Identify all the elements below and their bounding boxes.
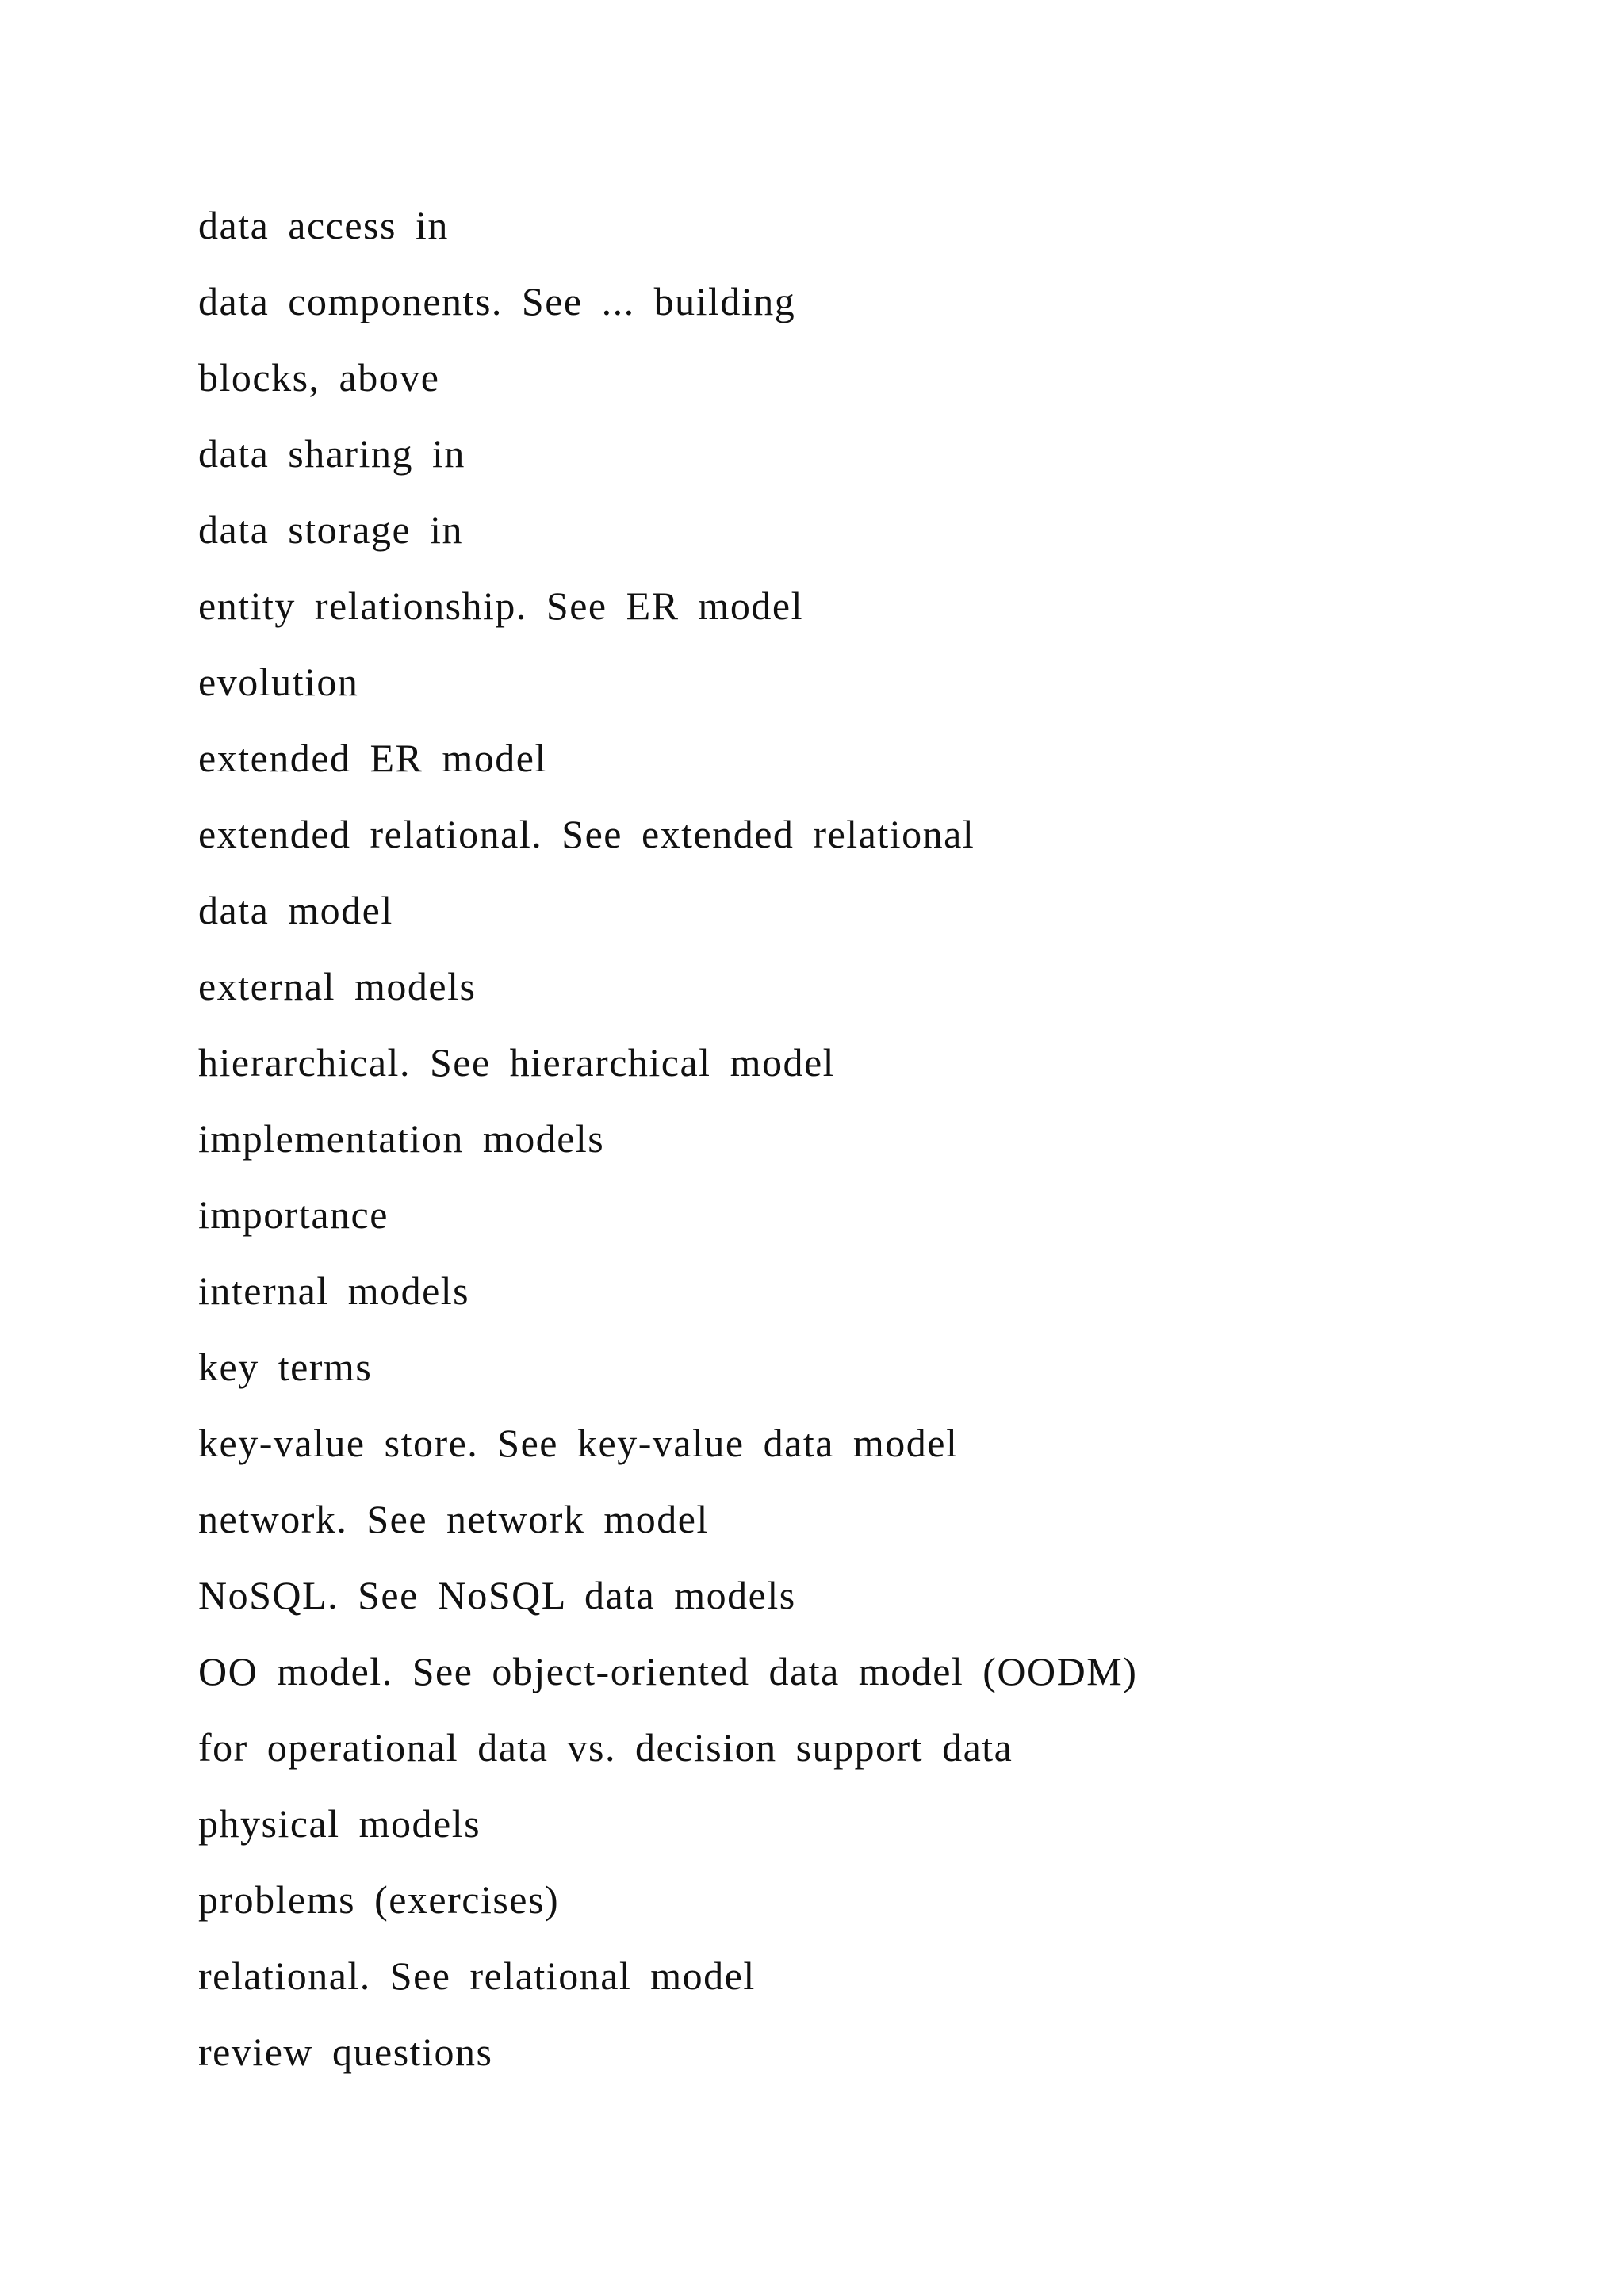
index-entry: for operational data vs. decision support data (198, 1725, 1013, 1770)
index-entry: relational. See relational model (198, 1954, 756, 1998)
index-entry: key terms (198, 1345, 373, 1389)
index-entry: internal models (198, 1269, 470, 1313)
index-entry: data components. See ... building (198, 279, 796, 323)
index-entry: implementation models (198, 1116, 605, 1161)
index-entry-list (198, 187, 1137, 2090)
index-entry: data model (198, 888, 393, 932)
index-entry: problems (exercises) (198, 1877, 560, 1922)
index-entry: data access in (198, 203, 449, 247)
index-entry: entity relationship. See ER model (198, 584, 803, 628)
index-entry: key-value store. See key-value data model (198, 1421, 959, 1465)
index-entry: review questions (198, 2030, 493, 2074)
index-entry: extended relational. See extended relational (198, 812, 975, 856)
index-entry: data storage in (198, 507, 464, 552)
index-entry: evolution (198, 660, 359, 704)
index-entry: importance (198, 1192, 389, 1237)
index-entry: extended ER model (198, 736, 547, 780)
index-entry: blocks, above (198, 355, 440, 400)
index-entry: external models (198, 964, 477, 1008)
index-entry: OO model. See object-oriented data model (OODM) (198, 1649, 1138, 1693)
index-entry: physical models (198, 1801, 481, 1846)
index-entry: network. See network model (198, 1497, 709, 1541)
index-entry: NoSQL. See NoSQL data models (198, 1573, 796, 1617)
index-entry: data sharing in (198, 431, 465, 476)
index-entry: hierarchical. See hierarchical model (198, 1040, 836, 1085)
